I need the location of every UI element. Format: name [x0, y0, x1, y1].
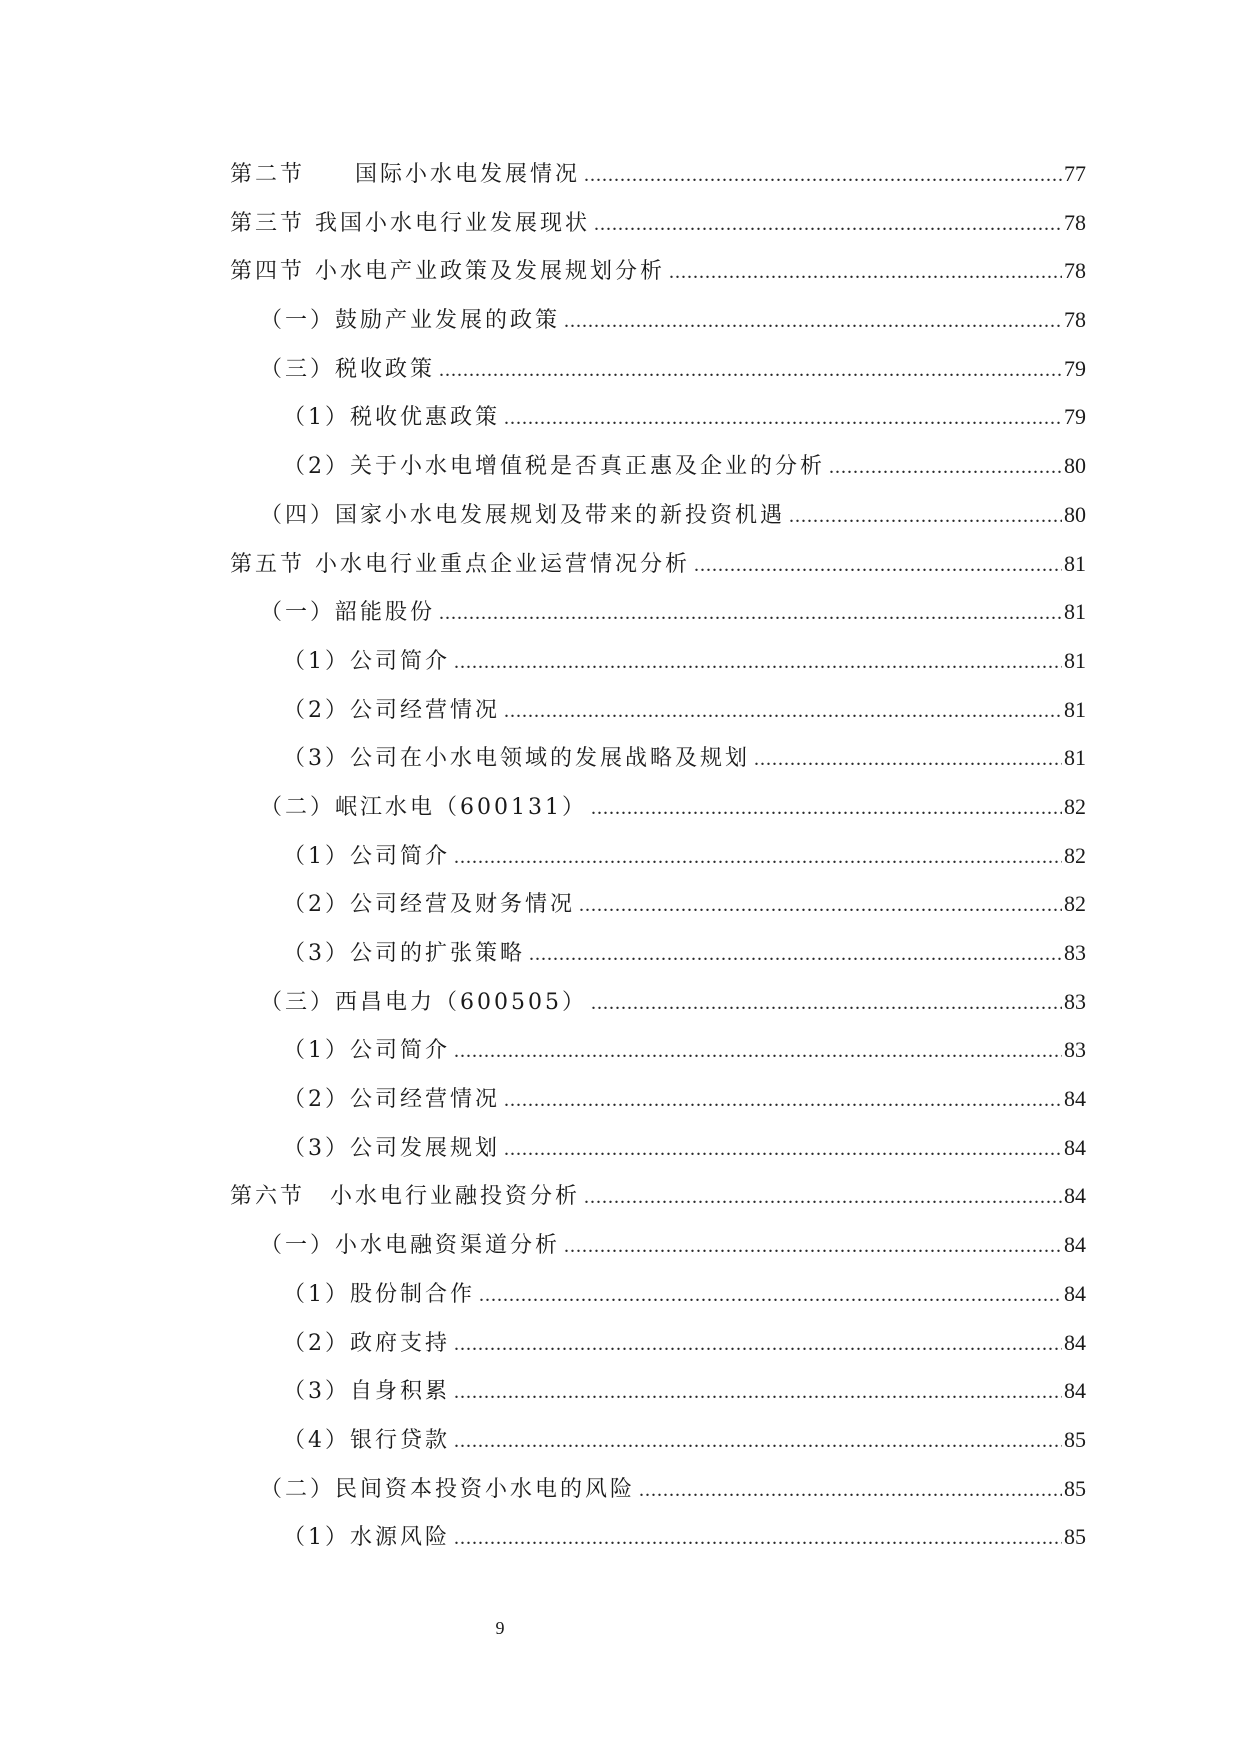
toc-entry-page-number: 84 — [1064, 1086, 1086, 1112]
dot-leader — [584, 1173, 1062, 1222]
toc-entry[interactable] — [230, 637, 1086, 686]
toc-entry-title: 第二节 国际小水电发展情况 — [230, 162, 581, 187]
toc-entry-title: 第三节 我国小水电行业发展现状 — [230, 210, 590, 236]
toc-entry-title: （1）公司简介 — [283, 648, 450, 674]
dot-leader — [454, 1514, 1062, 1563]
toc-entry[interactable] — [230, 783, 1086, 832]
toc-entry-title: （3）自身积累 — [283, 1379, 450, 1405]
toc-entry-title: （3）公司的扩张策略 — [283, 941, 525, 966]
toc-entry-title: （3）公司发展规划 — [283, 1135, 500, 1161]
dot-leader — [479, 1271, 1062, 1320]
dot-leader — [584, 151, 1062, 200]
toc-entry-title: （2）关于小水电增值税是否真正惠及企业的分析 — [283, 454, 825, 480]
toc-entry[interactable] — [230, 832, 1086, 881]
toc-entry-title: 第四节 小水电产业政策及发展规划分析 — [230, 259, 665, 285]
toc-entry-page-number: 79 — [1064, 404, 1086, 430]
toc-entry-title: （2）公司经营及财务情况 — [283, 892, 575, 918]
toc-entry[interactable] — [230, 929, 1086, 978]
dot-leader — [591, 979, 1062, 1028]
toc-entry[interactable] — [230, 1416, 1086, 1465]
toc-entry[interactable] — [230, 150, 1086, 199]
dot-leader — [529, 930, 1062, 979]
dot-leader — [504, 687, 1062, 736]
dot-leader — [669, 248, 1062, 297]
toc-entry-page-number: 81 — [1064, 550, 1086, 576]
toc-entry[interactable] — [230, 686, 1086, 735]
toc-entry-title: （2）公司经营情况 — [283, 1087, 500, 1113]
toc-entry[interactable] — [230, 588, 1086, 637]
dot-leader — [454, 833, 1062, 882]
toc-entry[interactable] — [230, 880, 1086, 929]
toc-entry[interactable] — [230, 540, 1086, 589]
toc-entry-title: （1）税收优惠政策 — [283, 405, 500, 431]
toc-entry-title: （一）鼓励产业发展的政策 — [260, 308, 561, 334]
toc-entry-title: （4）银行贷款 — [283, 1427, 450, 1453]
toc-entry[interactable] — [230, 296, 1086, 345]
toc-entry-page-number: 85 — [1064, 1475, 1086, 1501]
toc-entry-page-number: 85 — [1064, 1524, 1086, 1550]
toc-entry-page-number: 81 — [1064, 696, 1086, 722]
toc-entry-page-number: 84 — [1064, 1183, 1086, 1209]
toc-entry-page-number: 80 — [1064, 501, 1086, 527]
dot-leader — [454, 1027, 1062, 1076]
toc-entry-title: （四）国家小水电发展规划及带来的新投资机遇 — [260, 502, 786, 528]
toc-entry-page-number: 83 — [1064, 988, 1086, 1014]
toc-entry-page-number: 81 — [1064, 745, 1086, 771]
toc-entry-title: （1）公司简介 — [283, 1038, 450, 1064]
dot-leader — [439, 346, 1062, 395]
dot-leader — [789, 492, 1062, 541]
toc-entry-page-number: 81 — [1064, 599, 1086, 625]
dot-leader — [579, 881, 1062, 930]
toc-entry[interactable] — [230, 1221, 1086, 1270]
toc-entry-title: （3）公司在小水电领域的发展战略及规划 — [283, 746, 750, 772]
toc-entry-title: 第五节 小水电行业重点企业运营情况分析 — [230, 551, 690, 577]
toc-entry-page-number: 84 — [1064, 1329, 1086, 1355]
dot-leader — [454, 1320, 1062, 1369]
dot-leader — [639, 1466, 1062, 1515]
toc-entry-page-number: 82 — [1064, 842, 1086, 868]
toc-entry[interactable] — [230, 734, 1086, 783]
toc-entry-page-number: 85 — [1064, 1426, 1086, 1452]
toc-entry[interactable] — [230, 1319, 1086, 1368]
toc-entry-title: （三）西昌电力（600505） — [260, 989, 587, 1015]
toc-entry[interactable] — [230, 1465, 1086, 1514]
dot-leader — [754, 735, 1062, 784]
toc-entry-page-number: 82 — [1064, 891, 1086, 917]
toc-entry-page-number: 81 — [1064, 647, 1086, 673]
toc-entry[interactable] — [230, 1124, 1086, 1173]
toc-entry-page-number: 84 — [1064, 1134, 1086, 1160]
toc-entry-page-number: 78 — [1064, 209, 1086, 235]
dot-leader — [694, 541, 1062, 590]
toc-entry-title: （一）韶能股份 — [260, 600, 436, 626]
table-of-contents — [230, 150, 1086, 1562]
dot-leader — [504, 1125, 1062, 1174]
toc-entry-page-number: 83 — [1064, 940, 1086, 965]
toc-entry-title: （二）岷江水电（600131） — [260, 794, 587, 820]
dot-leader — [504, 1076, 1062, 1125]
dot-leader — [454, 1368, 1062, 1417]
toc-entry-title: 第六节 小水电行业融投资分析 — [230, 1184, 581, 1210]
toc-entry[interactable] — [230, 247, 1086, 296]
toc-entry-title: （1）股份制合作 — [283, 1281, 475, 1307]
toc-entry-page-number: 82 — [1064, 793, 1086, 819]
toc-entry-page-number: 77 — [1064, 161, 1086, 186]
toc-entry[interactable] — [230, 393, 1086, 442]
toc-entry[interactable] — [230, 1172, 1086, 1221]
toc-entry[interactable] — [230, 491, 1086, 540]
dot-leader — [454, 638, 1062, 687]
toc-entry[interactable] — [230, 1513, 1086, 1562]
toc-entry[interactable] — [230, 199, 1086, 248]
toc-entry[interactable] — [230, 1026, 1086, 1075]
toc-entry-page-number: 78 — [1064, 258, 1086, 284]
toc-entry[interactable] — [230, 978, 1086, 1027]
dot-leader — [594, 200, 1062, 249]
dot-leader — [564, 1222, 1062, 1271]
dot-leader — [454, 1417, 1062, 1466]
toc-entry-page-number: 79 — [1064, 355, 1086, 381]
toc-entry-title: （1）水源风险 — [283, 1525, 450, 1551]
toc-entry-page-number: 83 — [1064, 1037, 1086, 1063]
toc-entry-page-number: 84 — [1064, 1280, 1086, 1306]
toc-entry[interactable] — [230, 1075, 1086, 1124]
toc-entry[interactable] — [230, 442, 1086, 491]
toc-entry-title: （一）小水电融资渠道分析 — [260, 1233, 561, 1259]
dot-leader — [829, 443, 1062, 492]
toc-entry-page-number: 84 — [1064, 1378, 1086, 1404]
dot-leader — [504, 394, 1062, 443]
toc-entry[interactable] — [230, 1367, 1086, 1416]
toc-entry-title: （二）民间资本投资小水电的风险 — [260, 1476, 636, 1502]
dot-leader — [591, 784, 1062, 833]
toc-entry-title: （三）税收政策 — [260, 356, 436, 382]
page-number: 9 — [495, 1618, 505, 1638]
toc-entry-page-number: 80 — [1064, 453, 1086, 479]
toc-entry-page-number: 78 — [1064, 307, 1086, 333]
toc-entry-title: （1）公司简介 — [283, 843, 450, 869]
dot-leader — [439, 589, 1062, 638]
toc-entry[interactable] — [230, 345, 1086, 394]
toc-entry-title: （2）政府支持 — [283, 1330, 450, 1356]
toc-entry[interactable] — [230, 1270, 1086, 1319]
dot-leader — [564, 297, 1062, 346]
toc-entry-title: （2）公司经营情况 — [283, 697, 500, 723]
toc-entry-page-number: 84 — [1064, 1232, 1086, 1258]
